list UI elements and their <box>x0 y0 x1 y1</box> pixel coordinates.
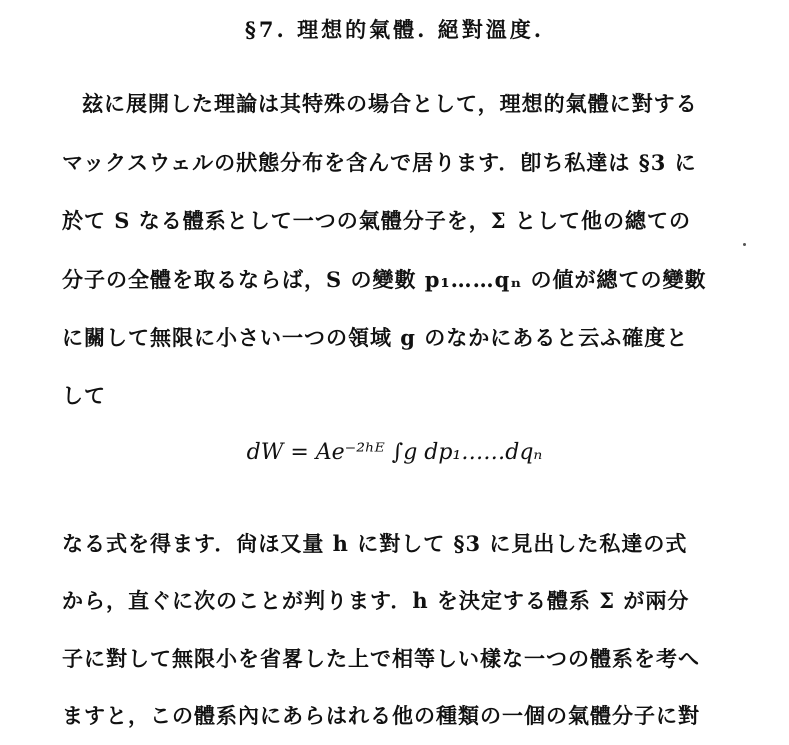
text-line: 分子の全體を取るならば，S の變數 p₁……qₙ の値が總ての變數 <box>62 267 707 292</box>
section-heading: §7. 理想的氣體. 絕對溫度. <box>244 17 545 42</box>
text-line: マックスウェルの狀態分布を含んで居ります．卽ち私達は §3 に <box>62 150 697 175</box>
text-line: して <box>62 383 106 408</box>
text-line: に關して無限に小さい一つの領域 g のなかにあると云ふ確度と <box>62 325 689 350</box>
equation: dW = Ae⁻²ʰᴱ ∫g dp₁……dqₙ <box>246 440 543 465</box>
scan-speck <box>743 243 746 246</box>
text-line: から，直ぐに次のことが判ります．h を決定する體系 Σ が兩分 <box>62 588 690 613</box>
text-line: なる式を得ます．尙ほ又量 h に對して §3 に見出した私達の式 <box>62 531 688 556</box>
text-line: 於て S なる體系として一つの氣體分子を，Σ として他の總ての <box>62 208 691 233</box>
text-line: 子に對して無限小を省畧した上で相等しい樣な一つの體系を考へ <box>62 646 700 671</box>
text-line: ますと，この體系內にあらはれる他の種類の一個の氣體分子に對 <box>62 703 700 728</box>
text-line: 玆に展開した理論は其特殊の場合として，理想的氣體に對する <box>82 91 698 116</box>
